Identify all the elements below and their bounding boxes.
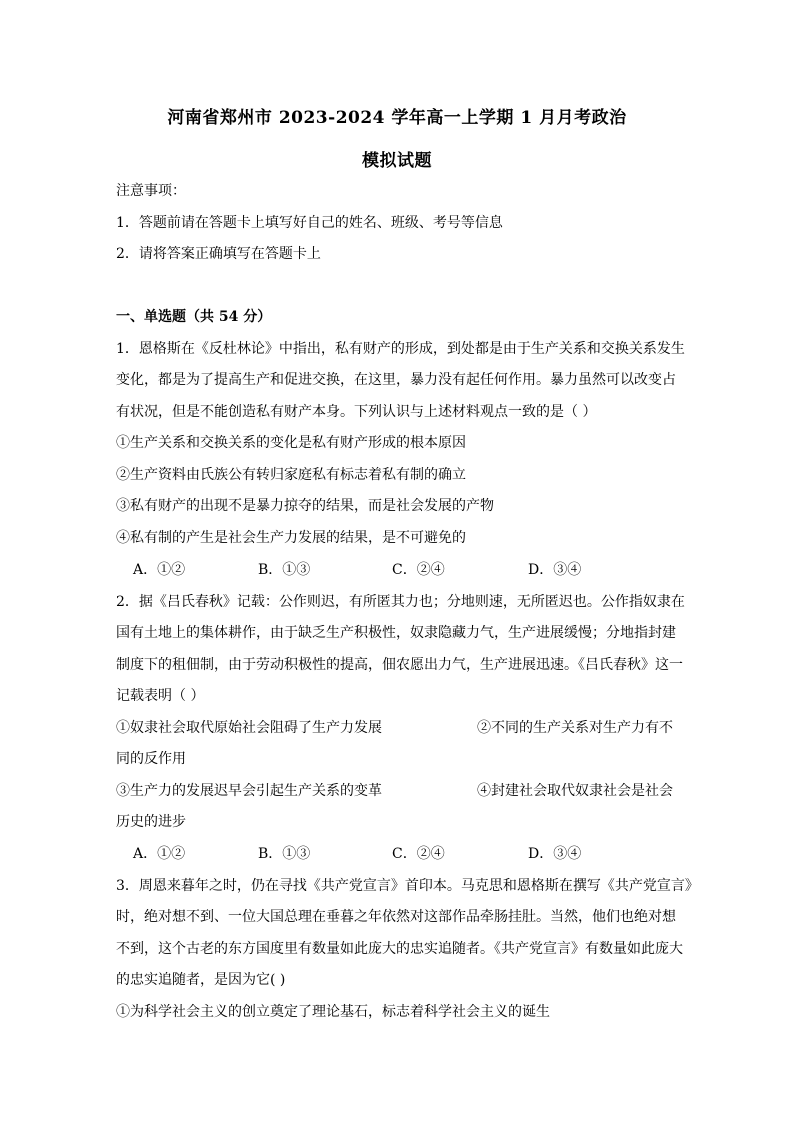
q2-statement-3: ③生产力的发展迟早会引起生产关系的变革 xyxy=(116,783,382,799)
q1-stem-line: 变化，都是为了提高生产和促进交换，在这里，暴力没有起任何作用。暴力虽然可以改变占 xyxy=(116,372,676,388)
q2-stem-line: 2．据《吕氏春秋》记载：公作则迟，有所匿其力也；分地则速，无所匿迟也。公作指奴隶在 xyxy=(116,594,685,610)
notice-heading: 注意事项： xyxy=(116,183,186,199)
exam-title-line2: 模拟试题 xyxy=(362,151,432,171)
q3-stem-line: 的忠实追随者，是因为它( ) xyxy=(116,972,286,988)
q2-statement-2-cont: 同的反作用 xyxy=(116,751,186,767)
q1-option-c: C．②④ xyxy=(392,562,445,578)
q1-stem-line: 有状况，但是不能创造私有财产本身。下列认识与上述材料观点一致的是（ ） xyxy=(116,404,597,420)
q1-option-d: D．③④ xyxy=(528,562,582,578)
q1-statement: ③私有财产的出现不是暴力掠夺的结果，而是社会发展的产物 xyxy=(116,498,494,514)
q2-statement-4-cont: 历史的进步 xyxy=(116,814,186,830)
exam-title-line1: 河南省郑州市 2023-2024 学年高一上学期 1 月月考政治 xyxy=(167,108,627,128)
q2-option-c: C．②④ xyxy=(392,846,445,862)
q1-statement: ②生产资料由氏族公有转归家庭私有标志着私有制的确立 xyxy=(116,467,466,483)
section-heading: 一、单选题（共 54 分） xyxy=(116,309,272,325)
q2-option-d: D．③④ xyxy=(528,846,582,862)
q2-statement-4: ④封建社会取代奴隶社会是社会 xyxy=(477,783,673,799)
q3-stem-line: 3．周恩来暮年之时，仍在寻找《共产党宣言》首印本。马克思和恩格斯在撰写《共产党宣言》 xyxy=(116,878,699,894)
q1-option-b: B．①③ xyxy=(258,562,311,578)
q2-stem-line: 记载表明（ ） xyxy=(116,688,205,704)
q2-option-a: A．①② xyxy=(133,846,186,862)
q2-statement-2: ②不同的生产关系对生产力有不 xyxy=(477,720,673,736)
q3-stem-line: 不到，这个古老的东方国度里有数量如此庞大的忠实追随者。《共产党宣言》有数量如此庞大 xyxy=(116,941,683,957)
notice-item: 1．答题前请在答题卡上填写好自己的姓名、班级、考号等信息 xyxy=(116,215,503,231)
q2-stem-line: 制度下的租佃制，由于劳动积极性的提高，佃农愿出力气，生产进展迅速。《吕氏春秋》这一 xyxy=(116,657,683,673)
q2-option-b: B．①③ xyxy=(258,846,311,862)
q1-statement: ④私有制的产生是社会生产力发展的结果，是不可避免的 xyxy=(116,530,466,546)
q1-statement: ①生产关系和交换关系的变化是私有财产形成的根本原因 xyxy=(116,435,466,451)
q1-option-a: A．①② xyxy=(133,562,186,578)
q3-stem-line: 时，绝对想不到、一位大国总理在垂暮之年依然对这部作品牵肠挂肚。当然，他们也绝对想 xyxy=(116,909,676,925)
q3-statement: ①为科学社会主义的创立奠定了理论基石，标志着科学社会主义的诞生 xyxy=(116,1004,550,1020)
notice-item: 2．请将答案正确填写在答题卡上 xyxy=(116,246,321,262)
q1-stem-line: 1．恩格斯在《反杜林论》中指出，私有财产的形成，到处都是由于生产关系和交换关系发生 xyxy=(116,341,685,357)
q2-statement-1: ①奴隶社会取代原始社会阻碍了生产力发展 xyxy=(116,720,382,736)
q2-stem-line: 国有土地上的集体耕作，由于缺乏生产积极性，奴隶隐藏力气，生产进展缓慢；分地指封建 xyxy=(116,625,676,641)
